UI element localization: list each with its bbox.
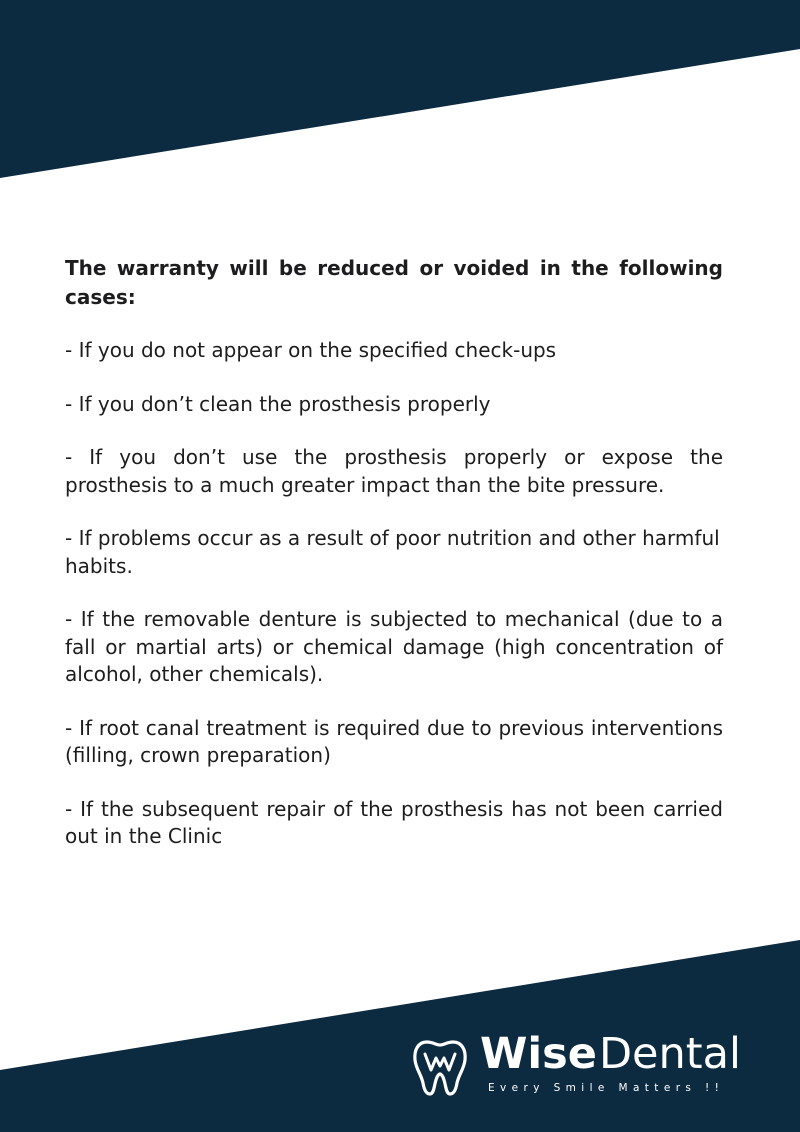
warranty-heading: The warranty will be reduced or voided in the following cases: bbox=[65, 256, 723, 309]
warranty-content bbox=[65, 254, 723, 877]
condition-item-2: - If you don’t clean the prosthesis properly bbox=[65, 391, 491, 416]
wise-dental-logo bbox=[412, 1029, 757, 1104]
condition-item-5: - If the removable denture is subjected to mechanical (due to a fall or martial arts) or chemical damage (high concentration of alcohol, other chemicals). bbox=[65, 607, 723, 686]
condition-item-4: - If problems occur as a result of poor nutrition and other harmful habits. bbox=[65, 526, 720, 578]
condition-item-7: - If the subsequent repair of the prosthesis has not been carried out in the Clinic bbox=[65, 796, 723, 848]
condition-item-6: - If root canal treatment is required due to previous interventions (filling, crown preparation) bbox=[65, 715, 723, 767]
tooth-icon bbox=[412, 1036, 468, 1096]
logo-wordmark bbox=[480, 1028, 741, 1080]
top-navy-band bbox=[0, 0, 800, 178]
logo-tagline: Every Smile Matters !! bbox=[488, 1082, 725, 1094]
condition-item-1: - If you do not appear on the specified check-ups bbox=[65, 338, 557, 362]
logo-brand-light: Dental bbox=[598, 1029, 741, 1079]
logo-brand-bold: Wise bbox=[480, 1029, 597, 1079]
condition-item-3: - If you don’t use the prosthesis properly or expose the prosthesis to a much greater impact than the bite pressure. bbox=[65, 445, 723, 497]
